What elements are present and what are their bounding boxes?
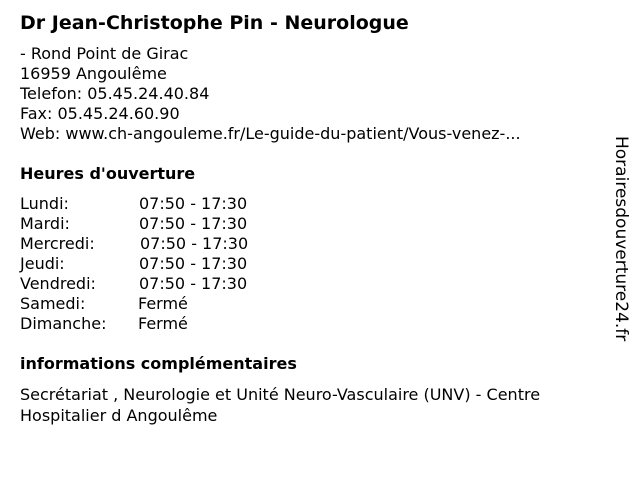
hours-time: 07:50 - 17:30 <box>139 214 248 233</box>
hours-time: 07:50 - 17:30 <box>139 254 248 273</box>
info-heading: informations complémentaires <box>20 354 297 373</box>
side-brand <box>609 136 639 346</box>
info-text: Secrétariat , Neurologie et Unité Neuro-Vasculaire (UNV) - Centre Hospitalier d Angoulême <box>20 385 541 425</box>
hours-time: Fermé <box>138 314 188 333</box>
fax-line: Fax: 05.45.24.60.90 <box>20 104 180 123</box>
web-line: Web: www.ch-angouleme.fr/Le-guide-du-patient/Vous-venez-... <box>20 124 521 143</box>
hours-day: Jeudi: <box>20 254 65 273</box>
hours-day: Mercredi: <box>20 234 95 253</box>
hours-day: Dimanche: <box>20 314 107 333</box>
street-line: - Rond Point de Girac <box>20 44 189 63</box>
side-brand-text: Horairesdouverture24.fr <box>611 136 631 342</box>
city-line: 16959 Angoulême <box>20 64 167 83</box>
hours-time: 07:50 - 17:30 <box>140 234 249 253</box>
hours-day: Mardi: <box>20 214 70 233</box>
hours-day: Vendredi: <box>20 274 96 293</box>
hours-time: 07:50 - 17:30 <box>139 194 248 213</box>
phone-line: Telefon: 05.45.24.40.84 <box>20 84 210 103</box>
hours-time: 07:50 - 17:30 <box>139 274 248 293</box>
hours-day: Samedi: <box>20 294 86 313</box>
address-block <box>20 44 521 144</box>
hours-heading: Heures d'ouverture <box>20 164 196 183</box>
hours-day: Lundi: <box>20 194 69 213</box>
page-title: Dr Jean-Christophe Pin - Neurologue <box>20 12 409 34</box>
hours-time: Fermé <box>138 294 188 313</box>
